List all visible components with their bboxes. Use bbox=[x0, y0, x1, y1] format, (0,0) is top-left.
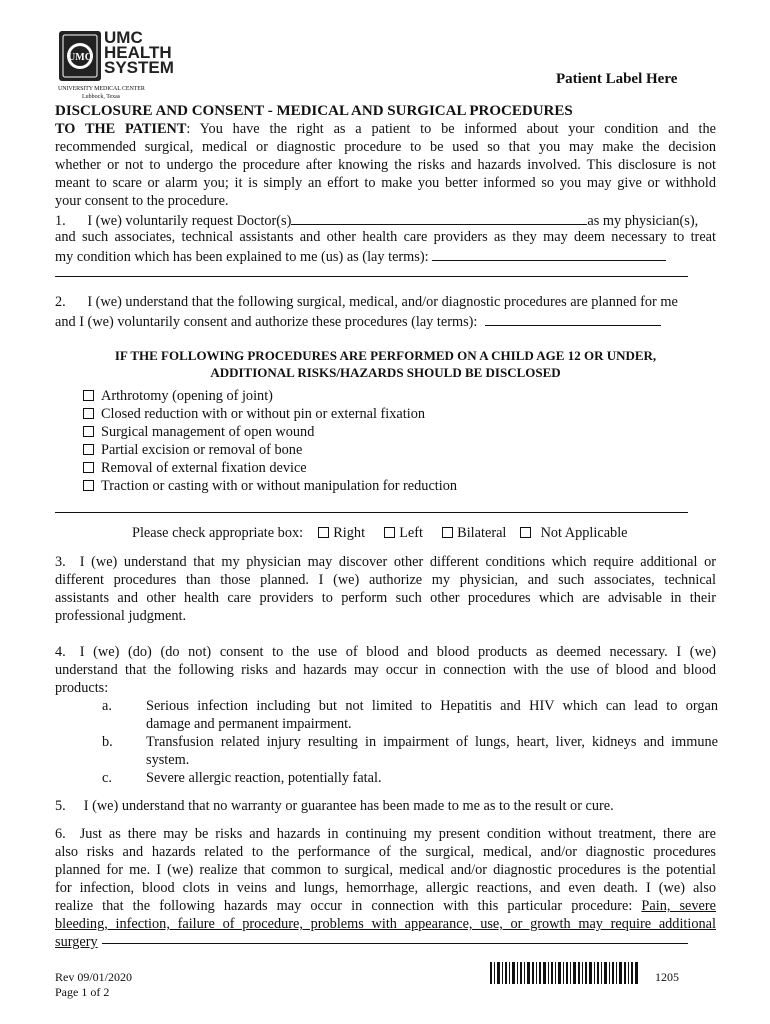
item-3-line-4: professional judgment. bbox=[55, 608, 187, 624]
child-notice-line-1: IF THE FOLLOWING PROCEDURES ARE PERFORMED ON A CHILD AGE 12 OR UNDER, bbox=[114, 348, 657, 363]
procedure-checklist bbox=[83, 387, 703, 495]
side-select-row bbox=[132, 524, 628, 542]
item-2-line-1: I (we) understand that the following surgical, medical, and/or diagnostic procedures are planned for me bbox=[87, 294, 678, 310]
item-2 bbox=[55, 293, 716, 329]
risk-c-letter: c. bbox=[102, 770, 112, 786]
side-option-right[interactable]: Right bbox=[318, 525, 365, 541]
side-option-left[interactable]: Left bbox=[384, 525, 423, 541]
checkbox-icon[interactable] bbox=[318, 527, 329, 538]
risk-list bbox=[0, 697, 770, 787]
intro-line-3: whether or not to undergo the procedure after knowing the risks and hazards involved. This disclosure is not bbox=[55, 157, 716, 173]
side-select-prompt: Please check appropriate box: bbox=[132, 525, 304, 541]
procedure-item[interactable]: Closed reduction with or without pin or external fixation bbox=[83, 405, 703, 423]
child-notice-line-2: ADDITIONAL RISKS/HAZARDS SHOULD BE DISCLOSED bbox=[210, 365, 561, 380]
footer-rev: Rev 09/01/2020 bbox=[55, 970, 132, 984]
checkbox-icon[interactable] bbox=[83, 390, 94, 401]
risk-b-line-2: system. bbox=[146, 752, 190, 768]
item-3-number: 3. bbox=[55, 554, 66, 570]
risk-a-line-1: Serious infection including but not limited to Hepatitis and HIV which can lead to organ bbox=[146, 698, 718, 714]
item-6 bbox=[55, 825, 716, 951]
checkbox-icon[interactable] bbox=[520, 527, 531, 538]
umc-shield-icon bbox=[58, 30, 102, 82]
intro-line-1-text: : You have the right as a patient to be informed about your condition and the bbox=[186, 121, 716, 137]
risk-b-line-1: Transfusion related injury resulting in impairment of lungs, heart, liver, kidneys and immune bbox=[146, 734, 718, 750]
logo-line-1: UMC bbox=[104, 28, 143, 47]
item-6-number: 6. bbox=[55, 826, 66, 842]
item-3-line-1: I (we) understand that my physician may discover other different conditions which require additional or bbox=[79, 554, 716, 570]
item-6-line-4: for infection, blood clots in veins and lungs, hemorrhage, allergic reactions, and even death. I (we) also bbox=[55, 880, 716, 896]
item-3 bbox=[55, 553, 716, 625]
logo-caption-1: UNIVERSITY MEDICAL CENTER bbox=[58, 86, 145, 92]
item-1-text-after: as my physician(s), bbox=[587, 213, 699, 229]
item-1-line-2: and such associates, technical assistants and other health care providers as they may deem necessary to treat bbox=[55, 229, 716, 245]
item-3-line-2: different procedures than those planned. I (we) authorize my physician, and such associates, technical bbox=[55, 572, 716, 588]
condition-lay-terms-field[interactable] bbox=[432, 246, 666, 261]
item-6-hazards-end: surgery bbox=[55, 934, 98, 950]
checkbox-icon[interactable] bbox=[83, 444, 94, 455]
item-6-line-5: realize that the following hazards may occur in connection with this particular procedure: bbox=[55, 898, 642, 914]
risk-b-letter: b. bbox=[102, 734, 113, 750]
intro-line-5: your consent to the procedure. bbox=[55, 193, 229, 209]
procedure-item[interactable]: Traction or casting with or without manipulation for reduction bbox=[83, 477, 703, 495]
item-4 bbox=[55, 643, 716, 697]
item-6-line-3: planned for me. I (we) realize that common to surgical, medical and/or diagnostic procedures is the potential bbox=[55, 862, 716, 878]
checkbox-icon[interactable] bbox=[384, 527, 395, 538]
intro-line-1 bbox=[55, 120, 716, 138]
child-notice bbox=[55, 347, 716, 381]
logo-caption-2: Lubbock, Texas bbox=[82, 94, 121, 100]
item-5 bbox=[55, 797, 614, 815]
risk-a-line-2: damage and permanent impairment. bbox=[146, 716, 352, 732]
item-4-number: 4. bbox=[55, 644, 66, 660]
checkbox-icon[interactable] bbox=[83, 426, 94, 437]
intro-line-2: recommended surgical, medical or diagnostic procedure to be used so that you may make the decision bbox=[55, 139, 716, 155]
logo-line-3: SYSTEM bbox=[104, 58, 174, 77]
patient-label-placeholder: Patient Label Here bbox=[556, 71, 678, 87]
item-6-hazards-start: Pain, severe bbox=[641, 898, 717, 914]
item-5-number: 5. bbox=[55, 798, 66, 814]
item-6-line-2: also risks and hazards related to the performance of the surgical, medical, and/or diagnostic procedures bbox=[55, 844, 716, 860]
item-5-text: I (we) understand that no warranty or guarantee has been made to me as to the result or cure. bbox=[83, 798, 614, 814]
side-option-bilateral[interactable]: Bilateral bbox=[442, 525, 506, 541]
form-number: 1205 bbox=[655, 970, 679, 984]
checkbox-icon[interactable] bbox=[83, 462, 94, 473]
umc-logo bbox=[58, 28, 174, 88]
procedure-item[interactable]: Removal of external fixation device bbox=[83, 459, 703, 477]
checkbox-icon[interactable] bbox=[83, 480, 94, 491]
logo-mark-text: UMC bbox=[68, 52, 92, 63]
doctor-name-field[interactable] bbox=[291, 210, 587, 225]
separator-line bbox=[55, 512, 688, 513]
logo-line-2: HEALTH bbox=[104, 43, 172, 62]
procedure-item[interactable]: Arthrotomy (opening of joint) bbox=[83, 387, 703, 405]
condition-field-line-2[interactable] bbox=[55, 276, 688, 277]
item-4-line-2: understand that the following risks and hazards may occur in connection with the use of blood and blood bbox=[55, 662, 716, 678]
barcode-icon bbox=[490, 962, 638, 984]
procedures-lay-terms-field[interactable] bbox=[485, 311, 661, 326]
item-4-line-3: products: bbox=[55, 680, 109, 696]
side-option-not-applicable[interactable]: Not Applicable bbox=[520, 525, 628, 541]
item-6-line-1: Just as there may be risks and hazards in continuing my present condition without treatment, there are bbox=[79, 826, 716, 842]
item-1 bbox=[55, 210, 716, 264]
item-6-hazards-middle: bleeding, infection, failure of procedure, problems with appearance, use, or growth may require additional bbox=[55, 916, 716, 932]
item-2-line-2: and I (we) voluntarily consent and authorize these procedures (lay terms): bbox=[55, 314, 478, 330]
intro-lead: TO THE PATIENT bbox=[55, 121, 187, 137]
intro-line-4: meant to scare or alarm you; it is simply an effort to make you better informed so you may give or withhold bbox=[55, 175, 716, 191]
risk-a-letter: a. bbox=[102, 698, 112, 714]
procedure-item[interactable]: Surgical management of open wound bbox=[83, 423, 703, 441]
procedure-item[interactable]: Partial excision or removal of bone bbox=[83, 441, 703, 459]
footer-page: Page 1 of 2 bbox=[55, 985, 110, 999]
item-1-number: 1. bbox=[55, 213, 66, 229]
item-1-text-before: I (we) voluntarily request Doctor(s) bbox=[87, 213, 292, 229]
hazards-field-line[interactable] bbox=[102, 943, 688, 944]
checkbox-icon[interactable] bbox=[83, 408, 94, 419]
form-title: DISCLOSURE AND CONSENT - MEDICAL AND SURGICAL PROCEDURES bbox=[55, 103, 573, 119]
checkbox-icon[interactable] bbox=[442, 527, 453, 538]
item-4-line-1: I (we) (do) (do not) consent to the use of blood and blood products as deemed necessary. I (we) bbox=[79, 644, 716, 660]
risk-c-line-1: Severe allergic reaction, potentially fatal. bbox=[146, 770, 382, 786]
intro-paragraph bbox=[55, 120, 716, 210]
item-1-line-3: my condition which has been explained to me (us) as (lay terms): bbox=[55, 249, 429, 265]
item-3-line-3: assistants and other health care providers to perform such other procedures which are advisable in their bbox=[55, 590, 716, 606]
item-2-number: 2. bbox=[55, 294, 66, 310]
